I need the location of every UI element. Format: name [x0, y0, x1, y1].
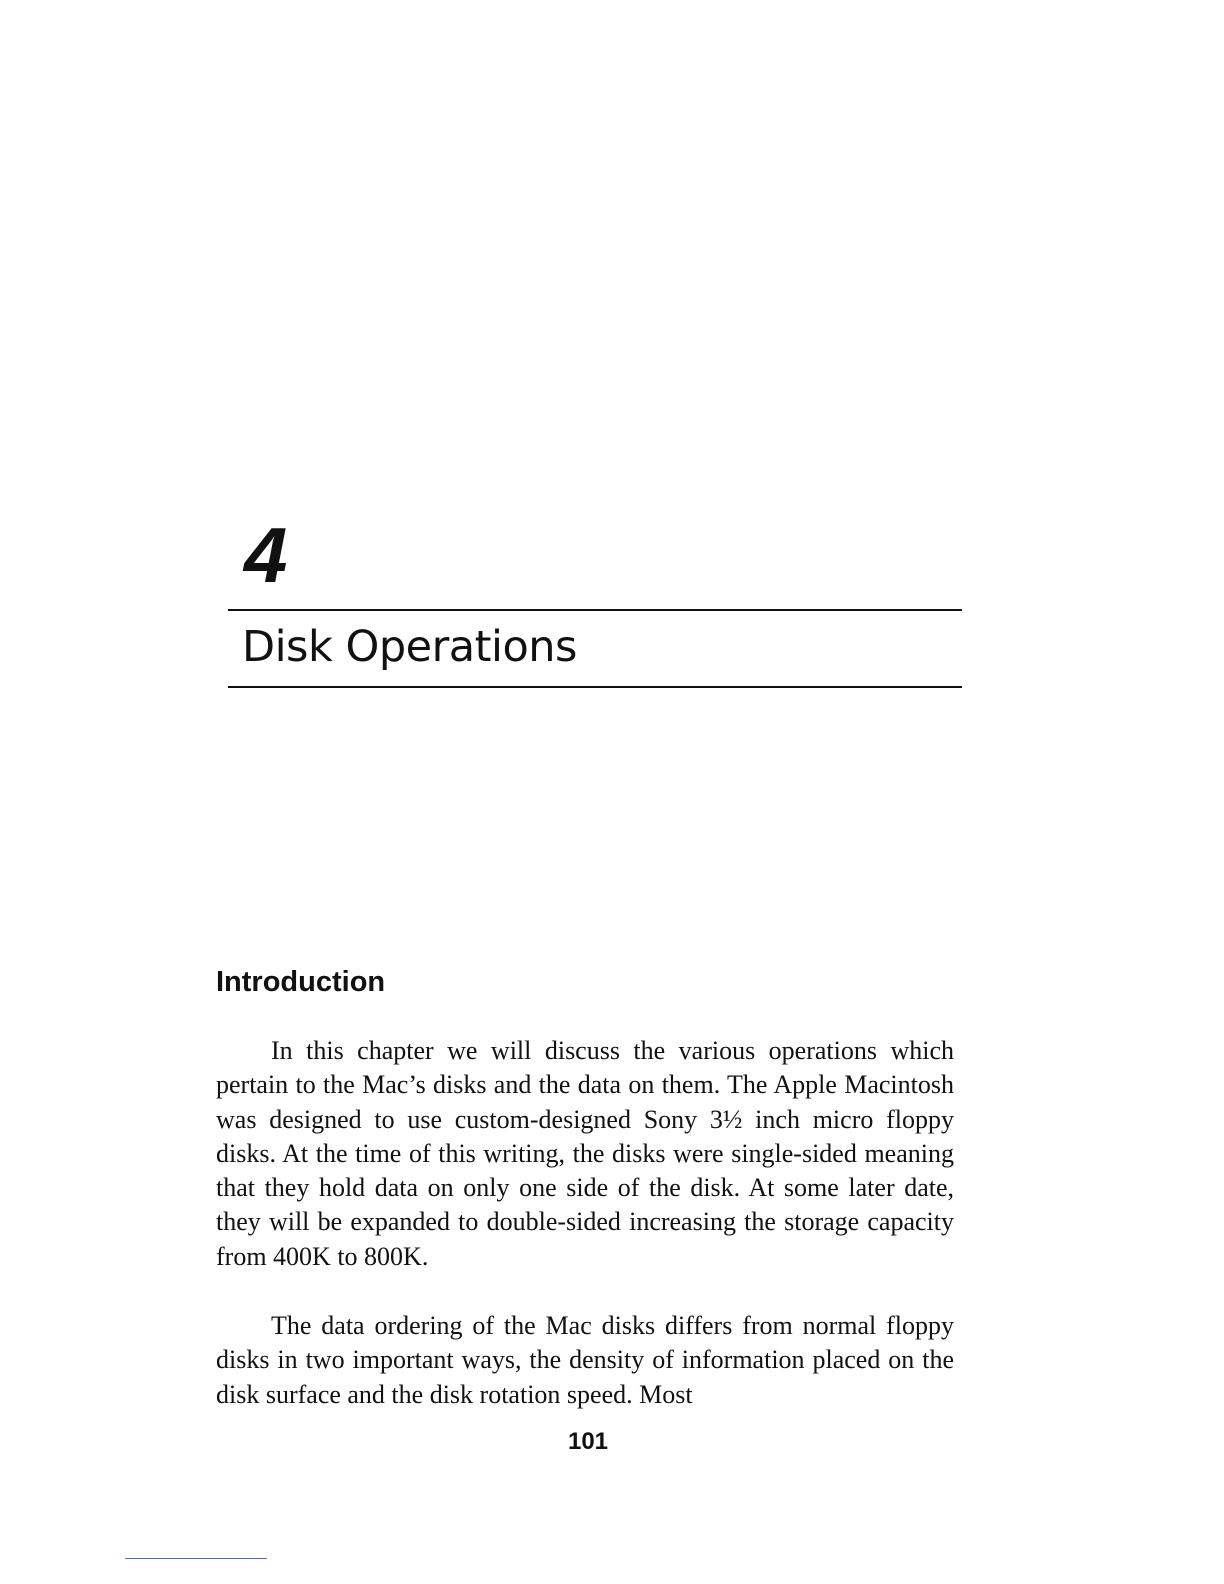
- chapter-title: Disk Operations: [242, 622, 577, 672]
- section-heading: Introduction: [216, 966, 386, 998]
- paragraph-2: The data ordering of the Mac disks differs from normal floppy disks in two important ways, the density of information placed on the disk surface and the disk rotation speed. Most: [216, 1311, 954, 1409]
- chapter-rule-bottom: [228, 686, 962, 688]
- footnote-rule: [125, 1558, 267, 1559]
- page-number: 101: [567, 1428, 609, 1455]
- paragraph-1: In this chapter we will discuss the various operations which pertain to the Mac’s disks and the data on them. The Apple Macintosh was designed to use custom-designed Sony 3½ inch micro floppy disks. At the time of this writing, the disks were single-sided meaning that they hold data on only one side of the disk. At some later date, they will be expanded to double-sided increasing the storage capacity from 400K to 800K.: [216, 1036, 954, 1271]
- chapter-rule-top: [228, 609, 962, 611]
- chapter-number: 4: [244, 511, 288, 599]
